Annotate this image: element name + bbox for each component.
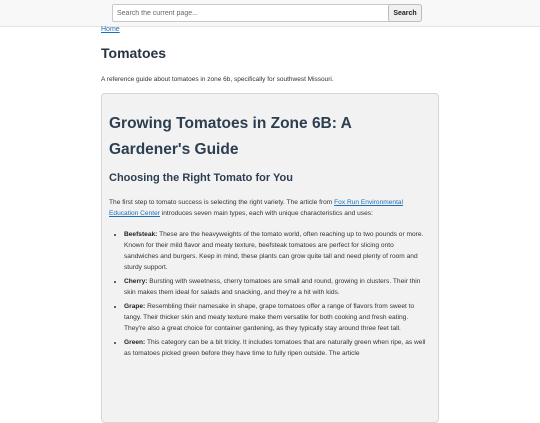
type-name: Grape:	[124, 303, 146, 310]
tomato-types-list	[109, 229, 429, 359]
list-item-cherry	[124, 276, 429, 298]
search-button[interactable]: Search	[388, 4, 422, 22]
breadcrumb	[101, 26, 120, 33]
intro-text-before: The first step to tomato success is selecting the right variety. The article from	[109, 199, 335, 206]
type-description: Bursting with sweetness, cherry tomatoes are small and round, growing in clusters. Their thin skin makes them ideal for salads and snacking, and they're a hit with kids.	[124, 278, 421, 296]
article-card	[101, 93, 439, 423]
intro-text-after: introduces seven main types, each with unique characteristics and uses:	[159, 210, 373, 217]
type-name: Cherry:	[124, 278, 148, 285]
type-name: Beefsteak:	[124, 231, 158, 238]
type-name: Green:	[124, 339, 146, 346]
article-subheading: Choosing the Right Tomato for You	[109, 172, 293, 184]
type-description: This category can be a bit tricky. It includes tomatoes that are naturally green when ripe, as well as tomatoes picked green before they have time to fully ripen outside. The article	[124, 339, 426, 357]
article-heading: Growing Tomatoes in Zone 6B: A Gardener's Guide	[109, 115, 352, 158]
type-description: Resembling their namesake in shape, grape tomatoes offer a range of flavors from sweet to tangy. Their thicker skin and meaty texture make them versatile for both cooking and fresh eating. They're also a great choice for container gardening, as they typically stay around three feet tall.	[124, 303, 415, 332]
list-item-beefsteak	[124, 229, 429, 273]
top-search-bar	[0, 0, 540, 27]
search-input[interactable]	[112, 4, 394, 22]
type-description: These are the heavyweights of the tomato world, often reaching up to two pounds or more. Known for their mild flavor and meaty texture, beefsteak tomatoes are perfect for slicing onto sandwiches and burgers. Keep in mind, these plants can grow quite tall and need plenty of room and sturdy support.	[124, 231, 424, 271]
article-intro	[109, 197, 429, 219]
list-item-green	[124, 337, 429, 359]
breadcrumb-home-link[interactable]: Home	[101, 26, 120, 33]
list-item-grape	[124, 301, 429, 334]
page-title: Tomatoes	[101, 45, 167, 61]
fox-run-link[interactable]: Fox Run Environmental Education Center	[109, 199, 404, 217]
page-description: A reference guide about tomatoes in zone 6b, specifically for southwest Missouri.	[101, 76, 334, 83]
